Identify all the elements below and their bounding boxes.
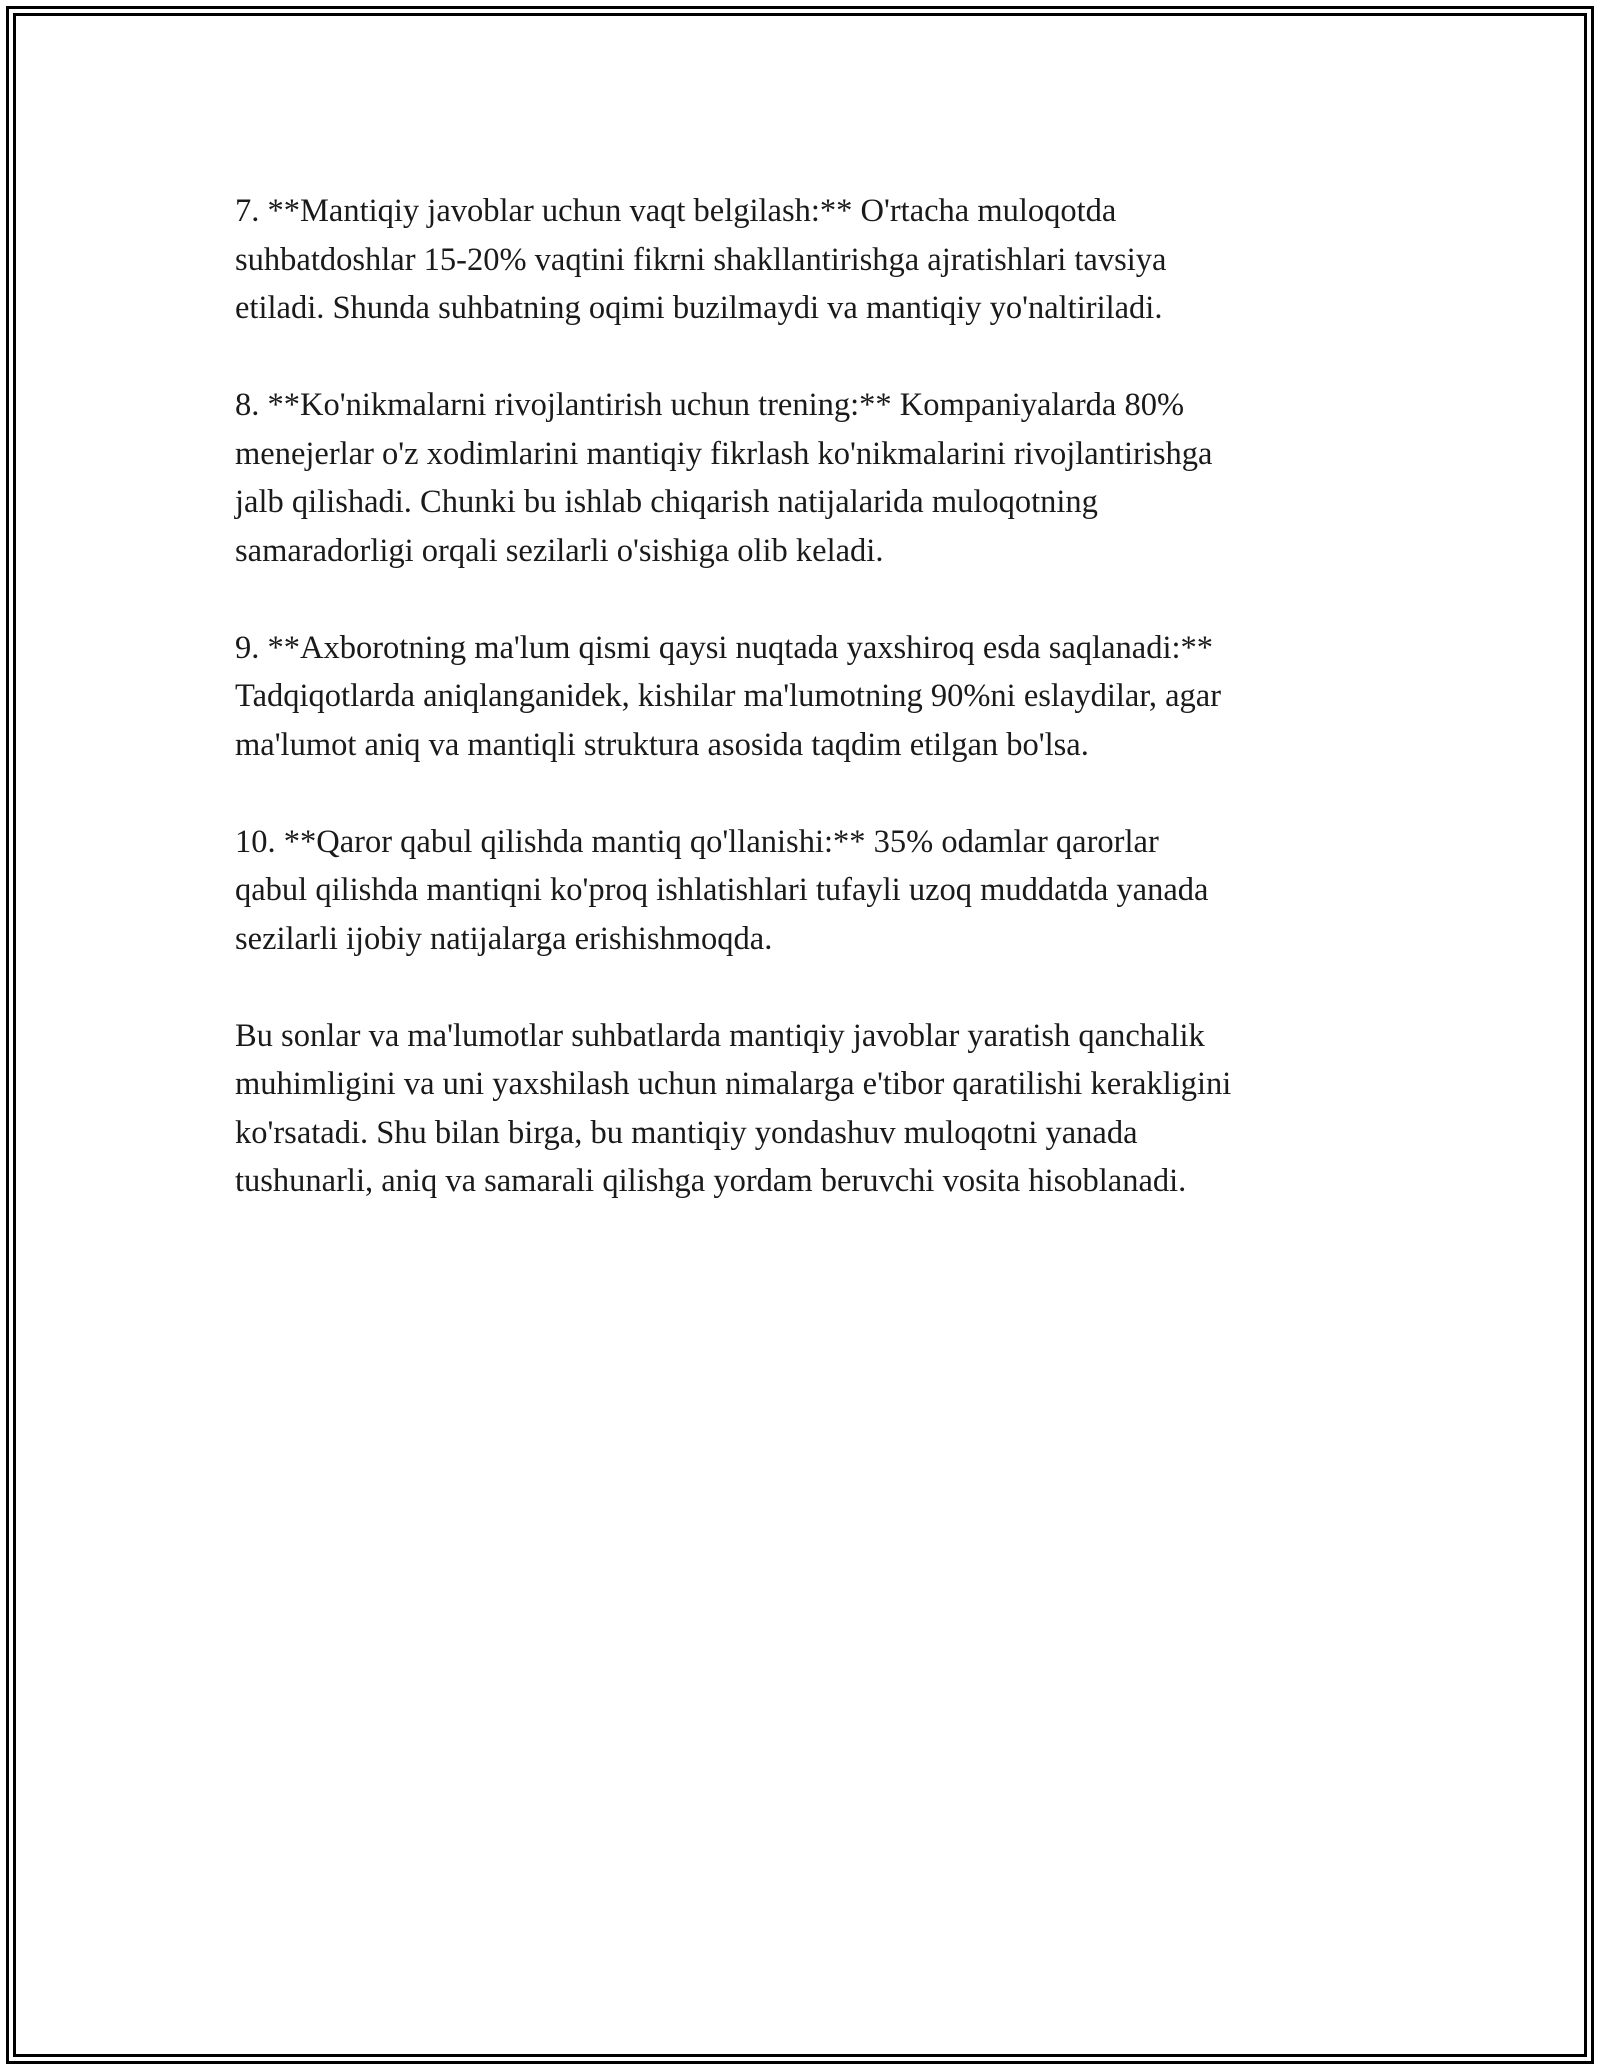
paragraph-item-8: 8. **Ko'nikmalarni rivojlantirish uchun trening:** Kompaniyalarda 80% menejerlar o'z xodimlarini mantiqiy fikrlash ko'nikmalarini rivojlantirishga jalb qilishadi. Chunki bu ishlab chiqarish natijalarida muloqotning samaradorligi orqali sezilarli o'sishiga olib keladi. xyxy=(235,387,1213,569)
paragraph-conclusion: Bu sonlar va ma'lumotlar suhbatlarda mantiqiy javoblar yaratish qanchalik muhimligini va uni yaxshilash uchun nimalarga e'tibor qaratilishi kerakligini ko'rsatadi. Shu bilan birga, bu mantiqiy yondashuv muloqotni yanada tushunarli, aniq va samarali qilishga yordam beruvchi vosita hisoblanadi. xyxy=(235,1017,1232,1199)
paragraph-item-10: 10. **Qaror qabul qilishda mantiq qo'llanishi:** 35% odamlar qarorlar qabul qilishda mantiqni ko'proq ishlatishlari tufayli uzoq muddatda yanada sezilarli ijobiy natijalarga erishishmoqda. xyxy=(235,823,1209,957)
document-body xyxy=(235,187,1385,1254)
paragraph-item-7: 7. **Mantiqiy javoblar uchun vaqt belgilash:** O'rtacha muloqotda suhbatdoshlar 15-20% vaqtini fikrni shakllantirishga ajratishlari tavsiya etiladi. Shunda suhbatning oqimi buzilmaydi va mantiqiy yo'naltiriladi. xyxy=(235,193,1167,326)
paragraph-item-9: 9. **Axborotning ma'lum qismi qaysi nuqtada yaxshiroq esda saqlanadi:** Tadqiqotlarda aniqlanganidek, kishilar ma'lumotning 90%ni eslaydilar, agar ma'lumot aniq va mantiqli struktura asosida taqdim etilgan bo'lsa. xyxy=(235,629,1222,763)
